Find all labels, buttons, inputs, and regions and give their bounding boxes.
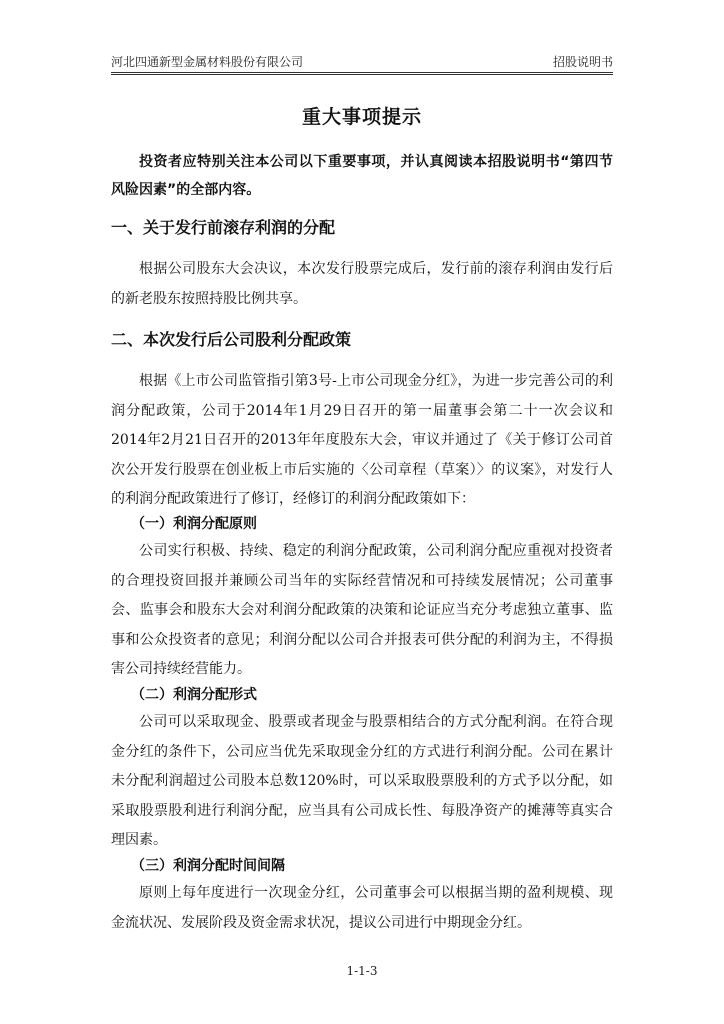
running-header: [111, 50, 613, 70]
subsection-heading-2: （二）利润分配形式: [131, 687, 257, 703]
header-rule: [111, 72, 613, 75]
section-paragraph-1: 根据公司股东大会决议，本次发行股票完成后，发行前的滚存利润由发行后的新老股东按照持股比例共享。: [111, 261, 613, 307]
subsection-paragraph-1: 公司实行积极、持续、稳定的利润分配政策，公司利润分配应重视对投资者的合理投资回报并兼顾公司当年的实际经营情况和可持续发展情况；公司董事会、监事会和股东大会对利润分配政策的决策和论证应当充分考虑独立董事、监事和公众投资者的意见；利润分配以公司合并报表可供分配的利润为主，不得损害公司持续经营能力。: [111, 543, 613, 677]
header-company-name: 河北四通新型金属材料股份有限公司: [111, 55, 304, 69]
section-heading-2: 二、本次发行后公司股利分配政策: [111, 330, 352, 349]
notice-paragraph: 投资者应特别关注本公司以下重要事项，并认真阅读本招股说明书“第四节 风险因素”的全部内容。: [111, 154, 613, 198]
page-title: 重大事项提示: [301, 106, 422, 128]
page-number: 1-1-3: [346, 964, 378, 978]
header-document-name: 招股说明书: [552, 55, 613, 69]
section-heading-1: 一、关于发行前滚存利润的分配: [111, 218, 336, 237]
subsection-paragraph-2: 公司可以采取现金、股票或者现金与股票相结合的方式分配利润。在符合现金分红的条件下，公司应当优先采取现金分红的方式进行利润分配。公司在累计未分配利润超过公司股本总数120%时，可以采取股票股利的方式予以分配，如采取股票股利进行利润分配，应当具有公司成长性、每股净资产的摊薄等真实合理因素。: [111, 714, 613, 848]
subsection-heading-1: （一）利润分配原则: [131, 516, 257, 532]
section-paragraph-2: 根据《上市公司监管指引第3号-上市公司现金分红》，为进一步完善公司的利润分配政策，公司于2014年1月29日召开的第一届董事会第二十一次会议和2014年2月21日召开的2013年年度股东大会，审议并通过了《关于修订公司首次公开发行股票在创业板上市后实施的〈公司章程（草案）〉的议案》，对发行人的利润分配政策进行了修订，经修订的利润分配政策如下：: [111, 373, 613, 507]
subsection-paragraph-3: 原则上每年度进行一次现金分红，公司董事会可以根据当期的盈利规模、现金流状况、发展阶段及资金需求状况，提议公司进行中期现金分红。: [111, 885, 613, 931]
subsection-heading-3: （三）利润分配时间间隔: [131, 858, 285, 874]
